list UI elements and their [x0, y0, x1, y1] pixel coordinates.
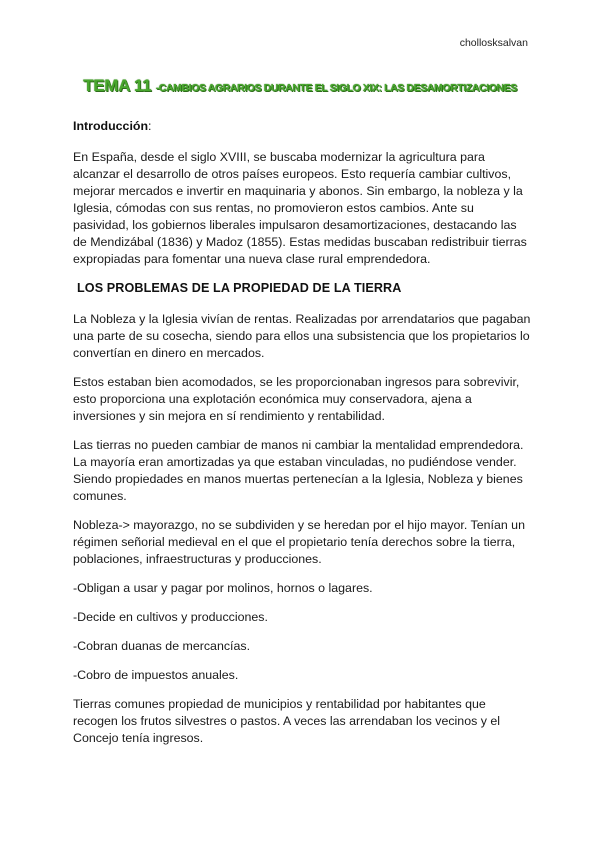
list-item-molinos: -Obligan a usar y pagar por molinos, hornos o lagares. [73, 581, 373, 595]
list-item-cultivos: -Decide en cultivos y producciones. [73, 610, 268, 624]
paragraph-acomodados: Estos estaban bien acomodados, se les proporcionaban ingresos para sobrevivir, esto proporciona una explotación económica muy conservadora, ajena a inversiones y sin mejora en sí rendimiento y rentabilidad. [73, 375, 520, 423]
intro-heading-label: Introducción [73, 119, 149, 133]
list-item-aduanas: -Cobran duanas de mercancías. [73, 639, 251, 653]
paragraph-rentas: La Nobleza y la Iglesia vivían de rentas. Realizadas por arrendatarios que pagaban una parte de su cosecha, siendo para ellos una subsistencia que los propietarios lo convertían en dinero en mercados. [73, 312, 531, 360]
paragraph-tierras-amortizadas: Las tierras no pueden cambiar de manos ni cambiar la mentalidad emprendedora. La mayoría eran amortizadas ya que estaban vinculadas, no pudiéndose vender. Siendo propiedades en manos muertas pertenecían a la Iglesia, Nobleza y bienes comunes. [73, 438, 524, 503]
paragraph-tierras-comunes: Tierras comunes propiedad de municipios y rentabilidad por habitantes que recogen los frutos silvestres o pastos. A veces las arrendaban los vecinos y el Concejo tenía ingresos. [73, 697, 501, 745]
paragraph-mayorazgo: Nobleza-> mayorazgo, no se subdividen y se heredan por el hijo mayor. Tenían un régimen señorial medieval en el que el propietario tenía derechos sobre la tierra, poblaciones, infraestructuras y producciones. [73, 518, 525, 566]
list-item-impuestos: -Cobro de impuestos anuales. [73, 668, 239, 682]
section-heading: LOS PROBLEMAS DE LA PROPIEDAD DE LA TIERRA [77, 281, 402, 295]
watermark: chollosksalvan [459, 37, 528, 49]
intro-heading-colon: : [148, 119, 152, 133]
intro-paragraph: En España, desde el siglo XVIII, se buscaba modernizar la agricultura para alcanzar el desarrollo de otros países europeos. Esto requería cambiar cultivos, mejorar mercados e invertir en maquinaria y abonos. Sin embargo, la nobleza y la Iglesia, cómodas con sus rentas, no promovieron estos cambios. Ante su pasividad, los gobiernos liberales impulsaron desamortizaciones, destacando las de Mendizábal (1836) y Madoz (1855). Estas medidas buscaban redistribuir tierras expropiadas para fomentar una nueva clase rural emprendedora. [73, 150, 527, 266]
title-number: TEMA 11 [83, 76, 152, 95]
intro-heading [73, 118, 533, 135]
title-subtitle: -CAMBIOS AGRARIOS DURANTE EL SIGLO XIX: LAS DESAMORTIZACIONES [155, 82, 517, 94]
document-title [0, 76, 600, 96]
document-body [73, 118, 533, 759]
